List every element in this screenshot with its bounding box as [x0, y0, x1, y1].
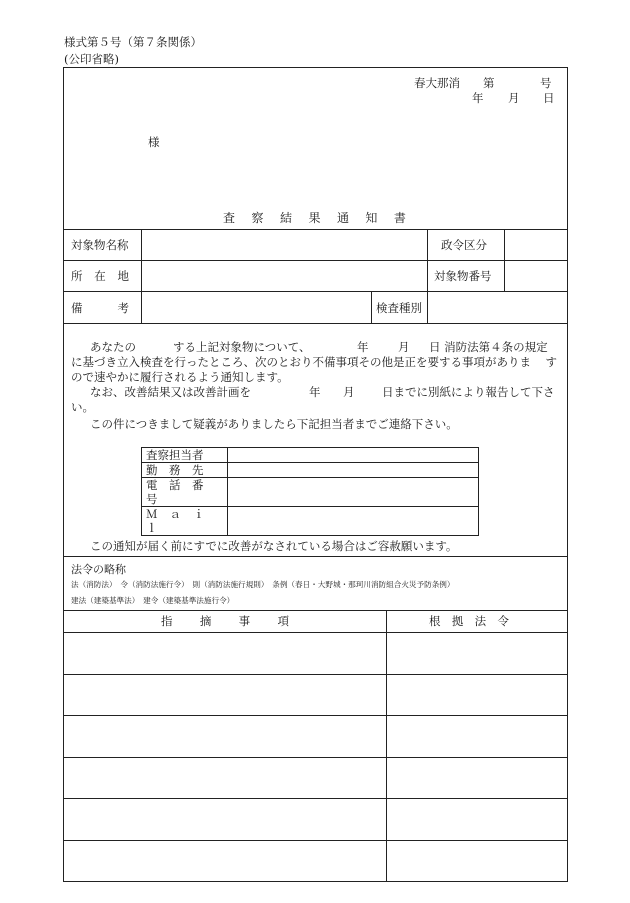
- divider: [386, 610, 387, 882]
- divider: [63, 291, 568, 292]
- document-title: [223, 211, 406, 225]
- table-row: [142, 478, 479, 507]
- divider: [63, 229, 568, 230]
- contact-label: 査察担当者: [142, 448, 228, 463]
- header-char: 拠: [451, 614, 464, 628]
- title-char: 果: [308, 211, 321, 225]
- body-text: する上記対象物について、: [173, 340, 311, 354]
- object-name-label: 対象物名称: [71, 238, 129, 252]
- divider: [63, 556, 568, 557]
- title-char: 結: [279, 211, 292, 225]
- header-char: 項: [277, 614, 289, 628]
- contact-label: 勤 務 先: [142, 463, 228, 478]
- body-text: い。: [71, 400, 94, 414]
- contact-value: [228, 507, 479, 536]
- remarks-label-char: 備: [71, 301, 83, 315]
- body-text: この通知が届く前にすでに改善がなされている場合はご容赦願います。: [90, 539, 458, 553]
- date-day-label: 日: [543, 91, 555, 105]
- divider: [371, 291, 372, 323]
- remarks-label: [71, 301, 129, 315]
- divider: [63, 610, 568, 611]
- abbreviations-line-2: 建法（建築基準法） 建令（建築基準法施行令）: [71, 596, 235, 605]
- divider: [63, 260, 568, 261]
- ordinance-zone-label: 政令区分: [441, 238, 487, 252]
- date-year-label: 年: [472, 91, 484, 105]
- title-char: 査: [223, 211, 236, 225]
- table-row-line: [63, 840, 568, 841]
- divider: [141, 229, 142, 323]
- contact-value: [228, 478, 479, 507]
- header-char: 令: [497, 614, 509, 628]
- contact-table: [141, 447, 479, 536]
- title-char: 察: [251, 211, 264, 225]
- body-line-5: [71, 400, 557, 415]
- location-label-char: 所: [71, 269, 83, 283]
- body-text: に基づき立入検査を行ったところ、次のとおり不備事項その他是正を要する事項がありま: [71, 355, 531, 369]
- divider: [63, 323, 568, 324]
- header-char: 摘: [199, 614, 212, 628]
- abbreviations-line-1: 法（消防法） 令（消防法施行令） 則（消防法施行規則） 条例（春日・大野城・那珂川消防組合火災予防条例）: [71, 580, 455, 589]
- title-char: 知: [365, 211, 378, 225]
- table-row: [142, 463, 479, 478]
- doc-number-go: 号: [540, 76, 552, 90]
- contact-value: [228, 463, 479, 478]
- body-year-label: 年: [309, 385, 321, 399]
- findings-column-header: [161, 614, 289, 628]
- seal-omitted-note: (公印省略): [64, 52, 119, 66]
- abbreviations-heading: 法令の略称: [71, 563, 126, 576]
- table-row-line: [63, 798, 568, 799]
- body-text: 日までに別紙により報告して下さ: [382, 385, 555, 399]
- divider: [63, 632, 568, 633]
- title-char: 書: [393, 211, 406, 225]
- location-label-char: 地: [117, 269, 129, 283]
- header-char: 根: [429, 614, 441, 628]
- body-text: す: [545, 355, 557, 369]
- body-text: なお、改善結果又は改善計画を: [90, 385, 251, 399]
- header-char: 事: [238, 614, 251, 628]
- body-line-3: [71, 370, 557, 385]
- doc-number-dai: 第: [483, 76, 495, 90]
- form-number: 様式第５号（第７条関係）: [64, 35, 202, 49]
- table-row-line: [63, 715, 568, 716]
- body-year-label: 年: [357, 340, 369, 354]
- divider: [427, 229, 428, 291]
- contact-label: Ｍａｉｌ: [142, 507, 228, 536]
- table-row-line: [63, 674, 568, 675]
- table-row-line: [63, 757, 568, 758]
- contact-label: 電 話 番 号: [142, 478, 228, 507]
- recipient-suffix: 様: [148, 135, 160, 149]
- header-char: 指: [161, 614, 173, 628]
- body-month-label: 月: [398, 340, 410, 354]
- divider: [427, 291, 428, 323]
- header-char: 法: [474, 614, 487, 628]
- body-text: この件につきまして疑義がありましたら下記担当者までご連絡下さい。: [90, 417, 458, 431]
- table-row: [142, 507, 479, 536]
- object-number-label: 対象物番号: [434, 269, 492, 283]
- location-label: [71, 269, 129, 283]
- inspection-type-label: 検査種別: [376, 301, 422, 315]
- body-text: 日 消防法第４条の規定: [429, 340, 548, 354]
- legal-basis-column-header: [429, 614, 509, 628]
- divider: [504, 229, 505, 291]
- body-text: ので速やかに履行されるよう通知します。: [71, 370, 289, 384]
- body-month-label: 月: [343, 385, 355, 399]
- title-char: 通: [336, 211, 349, 225]
- remarks-label-char: 考: [117, 301, 129, 315]
- contact-value: [228, 448, 479, 463]
- date-month-label: 月: [508, 91, 520, 105]
- location-label-char: 在: [94, 269, 106, 283]
- table-row: [142, 448, 479, 463]
- body-text: あなたの: [90, 340, 136, 354]
- body-line-2: [71, 355, 557, 370]
- doc-number-prefix: 春大那消: [414, 76, 460, 90]
